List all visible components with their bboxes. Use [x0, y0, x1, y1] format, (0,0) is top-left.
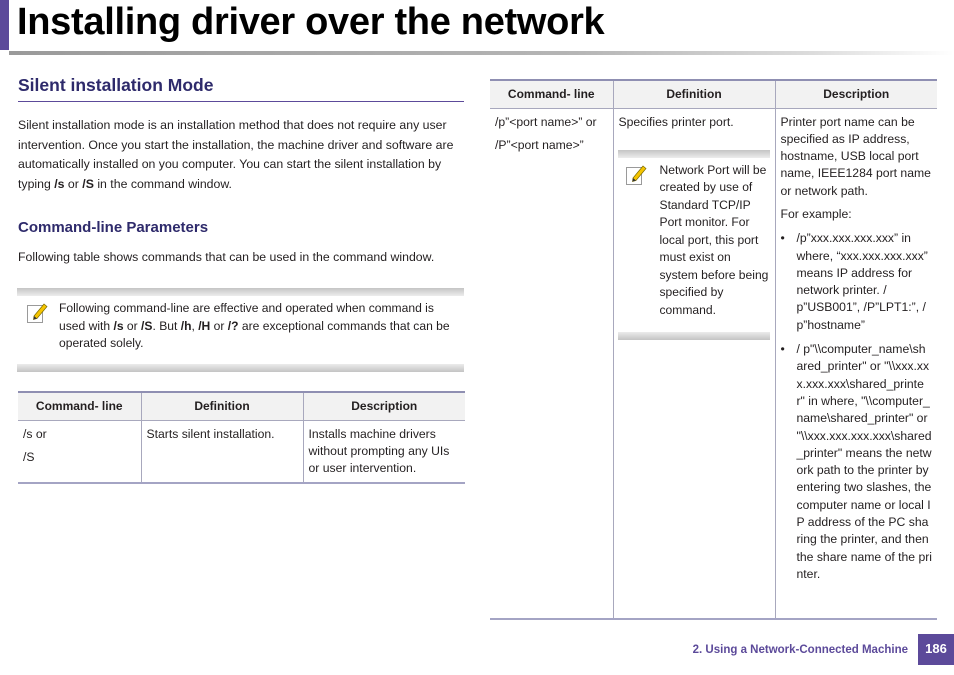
header-description: Description [775, 80, 937, 108]
header-definition: Definition [141, 392, 303, 420]
header-description: Description [303, 392, 465, 420]
note-text: Following command-line are effective and operated when command is used with /s or /S. But /h, /H or /? are exceptional commands that can be operated solely. [59, 301, 450, 350]
port-parameter-table [490, 79, 937, 620]
command-line-text: /p”<port name>” or [495, 114, 597, 129]
intro-paragraph: Silent installation mode is an installation method that does not require any user intervention. Once you start the installation, the machine driver and software are automatically installed on you computer. You can start the silent installation by typing /s or /S in the command window. [18, 118, 454, 191]
note-box [618, 150, 770, 340]
title-divider [9, 51, 954, 55]
command-line-text: /S [23, 449, 35, 464]
header-command-line: Command- line [18, 392, 141, 420]
table-row [18, 420, 465, 483]
header-command-line: Command- line [490, 80, 613, 108]
note-top-bar [17, 288, 464, 296]
example-list [781, 230, 933, 583]
cell-command [18, 420, 141, 483]
note-bottom-bar [618, 332, 770, 340]
cell-definition [613, 108, 775, 619]
note-box [17, 288, 464, 372]
note-top-bar [618, 150, 770, 158]
note-pencil-icon [624, 163, 648, 187]
list-item-text: /p”xxx.xxx.xxx.xxx” in where, “xxx.xxx.xxx.xxx” means IP address for network printer. / p”USB001”, /P”LPT1:”, / p”hostname” [796, 231, 928, 332]
cell-command [490, 108, 613, 619]
cell-description [775, 108, 937, 619]
bullet-marker: • [780, 231, 785, 246]
subsection-text: Following table shows commands that can be used in the command window. [18, 250, 435, 264]
bullet-marker: • [780, 342, 785, 357]
description-intro: Printer port name can be specified as IP address, hostname, USB local port name, IEEE1284 port name or network path. [780, 114, 931, 198]
subsection-title: Command-line Parameters [18, 219, 209, 236]
list-item-text: / p"\\computer_name\shared_printer" or "\\xxx.xxx.xxx.xxx\shared_printer" in where, "\\computer_name\shared_printer" or "\\xxx.xxx.xxx.xxx\shared_printer" means the network path to the printer by entering two slashes, the computer name or local IP address of the PC sharing the printer, and then the share name of the printer. [796, 342, 932, 581]
page-title: Installing driver over the network [17, 1, 605, 43]
table-header-row [18, 392, 465, 420]
note-pencil-icon [25, 301, 49, 325]
page-number: 186 [918, 634, 954, 665]
note-bottom-bar [17, 364, 464, 372]
command-line-text: /s or [23, 426, 47, 441]
table-row [490, 108, 937, 619]
section-title: Silent installation Mode [18, 75, 214, 95]
command-line-text: /P”<port name>” [495, 137, 584, 152]
note-text: Network Port will be created by use of Standard TCP/IP Port monitor. For local port, this port must exist on system before being specified by command. [659, 162, 769, 317]
cell-definition: Starts silent installation. [141, 420, 303, 483]
list-item [781, 230, 933, 334]
definition-text: Specifies printer port. [618, 114, 734, 129]
example-label: For example: [780, 206, 852, 221]
cell-description: Installs machine drivers without prompting any UIs or user intervention. [303, 420, 465, 483]
footer-chapter: 2. Using a Network-Connected Machine [692, 644, 908, 656]
silent-mode-table [18, 391, 465, 484]
section-divider [18, 101, 464, 102]
list-item [781, 341, 933, 583]
table-header-row [490, 80, 937, 108]
header-accent-bar [0, 0, 9, 50]
header-definition: Definition [613, 80, 775, 108]
